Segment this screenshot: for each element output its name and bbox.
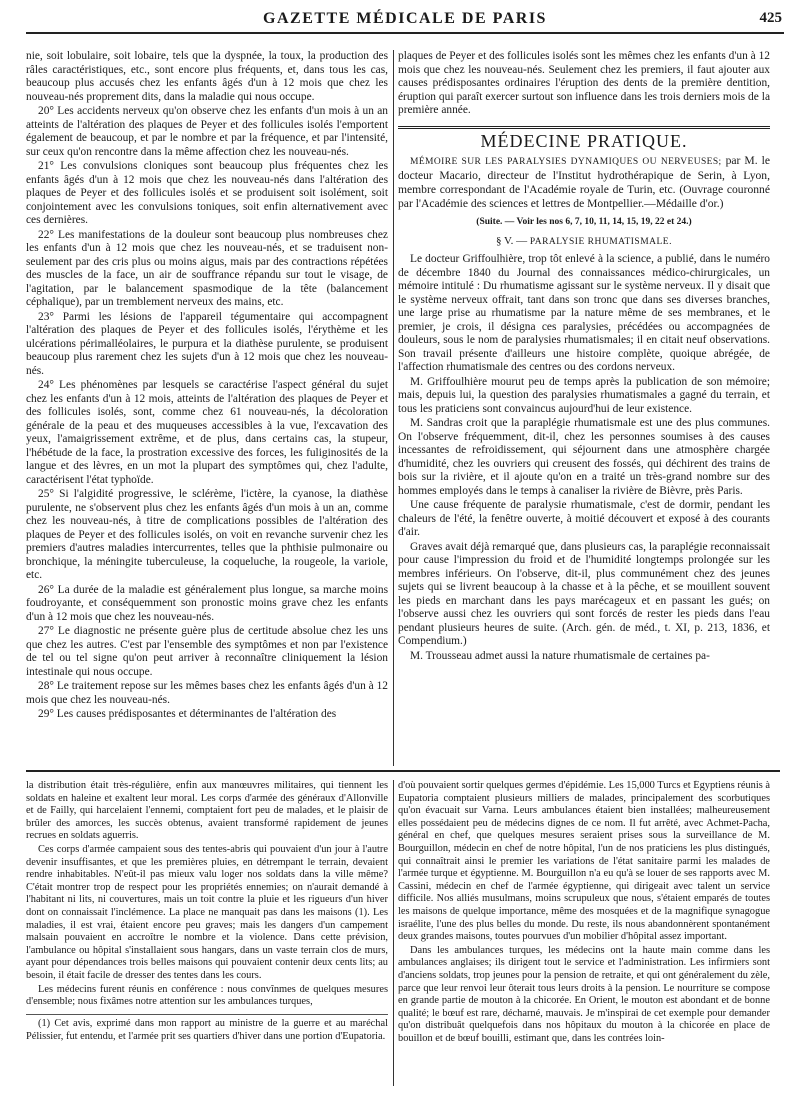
horizontal-divider bbox=[26, 770, 780, 772]
paragraph: 21° Les convulsions cloniques sont beaucoup plus fréquentes chez les enfants âgés d'un à 12 mois que chez les nouveau-nés dans l'altération des plaques de Peyer et des follicules isolés et se produisent soit isolément, soit conjointement avec les convulsions toniques, soit enfin alternativement avec ces dernières. bbox=[26, 160, 388, 226]
memoire-caps: MÉMOIRE SUR LES PARALYSIES DYNAMIQUES OU NERVEUSES; bbox=[410, 157, 722, 167]
paragraph: 25° Si l'algidité progressive, le sclérème, l'ictère, la cyanose, la diathèse purulente, ne s'observent plus chez les enfants âgés d'un mois à un an, comme chez les nouveau-nés, à titre de complications possibles de l'altération des plaques de Peyer et des follicules isolés, on voit en revanche survenir chez les premiers d'autres maladies intercurrentes, telles que la phthisie pulmonaire ou bronchique, la méningite tuberculeuse, la coqueluche, la rougeole, la variole, etc. bbox=[26, 488, 388, 581]
page-number: 425 bbox=[759, 10, 782, 26]
bottom-right-column bbox=[398, 780, 770, 1090]
paragraph: 26° La durée de la maladie est généralement plus longue, sa marche moins foudroyante, et conséquemment son pronostic moins grave chez les enfants d'un à 12 mois que chez les nouveau-nés. bbox=[26, 583, 388, 623]
footnote-rule bbox=[26, 1014, 388, 1015]
paragraph: Les médecins furent réunis en conférence : nous convînmes de quelques mesures d'ensemble; nous fixâmes notre attention sur les ambulances turques, bbox=[26, 983, 388, 1008]
paragraph: Ces corps d'armée campaient sous des tentes-abris qui pouvaient d'un jour à l'autre devenir insuffisantes, et que les premières pluies, en détrempant le terrain, devaient rendre inhabitables. N'eût-il pas mieux valu loger nos soldats dans la ville même? C'était montrer trop de respect pour les propriétés ennemies; on n'aurait demandé à l'habitant ni lits, ni couvertures, mais un toit contre la pluie et les rigueurs d'un hiver dont on connaissait l'inclémence. La place ne manquait pas dans les maisons (1). Les maladies, il est vrai, étaient encore peu graves; mais les dangers d'un campement malsain pouvaient en accroître le nombre et la violence. Dans cette prévision, l'ambulance ou hôpital s'installaient sous hangars, dans un vaste terrain clos de murs, ayant pour dépendances trois belles maisons qui pouvaient contenir deux cents lits; au besoin, il était facile de dresser des tentes dans les cours. bbox=[26, 843, 388, 981]
subsection-title: PARALYSIE RHUMATISMALE. bbox=[529, 236, 672, 247]
paragraph: 22° Les manifestations de la douleur sont beaucoup plus nombreuses chez les enfants d'un à 12 mois que chez les nouveau-nés, et se traduisent non-seulement par des cris plus ou moins aigus, mais par des contractions répétées des muscles de la face, un air de souffrance répandu sur tout le visage, de l'agitation, par le balancement spasmodique de la tête (balancement céphalique), par un tremblement nerveux des mains, etc. bbox=[26, 228, 388, 308]
section-title: MÉDECINE PRATIQUE. bbox=[480, 130, 688, 151]
paragraph: 20° Les accidents nerveux qu'on observe chez les enfants d'un mois à un an atteints de l'altération des plaques de Peyer et des follicules isolés l'emportent également de beaucoup, et par le nombre et par la fréquence, et par l'intensité, sur ceux qu'on rencontre dans la même affection chez les nouveau-nés. bbox=[26, 105, 388, 158]
column-divider bbox=[393, 780, 394, 1086]
top-right-column bbox=[398, 50, 770, 768]
paragraph: Le docteur Griffoulhière, trop tôt enlevé à la science, a publié, dans le numéro de décembre 1840 du Journal des connaissances médico-chirurgicales, un mémoire intitulé : Du rhumatisme agissant sur le système nerveux. Il y disait que le système nerveux offrait, tant dans son tronc que dans ses diverses branches, une large prise au rhumatisme par la nature même de ses membranes, et le premier, je crois, il désigna ces paralysies, précédées ou accompagnées de douleurs, sous le nom de paralysies rhumatismales; il en citait neuf observations. Son travail présente d'ailleurs une histoire complète, quoique abrégée, de l'affection rhumatismale des centres ou des cordons nerveux. bbox=[398, 253, 770, 373]
paragraph: 23° Parmi les lésions de l'appareil tégumentaire qui accompagnent l'altération des plaques de Peyer et des follicules isolés, l'érythème et les ulcérations périmalléolaires, le purpura et la diathèse purulente, se produisent beaucoup plus rarement chez les sujets d'un à 12 mois que chez les nouveau-nés. bbox=[26, 310, 388, 377]
section-divider bbox=[398, 126, 770, 129]
paragraph: M. Trousseau admet aussi la nature rhumatismale de certaines pa- bbox=[410, 649, 710, 662]
top-left-column bbox=[26, 50, 388, 768]
paragraph: 27° Le diagnostic ne présente guère plus de certitude absolue chez les uns que chez les autres. C'est par l'ensemble des symptômes et non par l'existence de tel ou tel signe qu'on peut arriver à reconnaître cliniquement la lésion intestinale qui nous occupe. bbox=[26, 625, 388, 678]
paragraph: nie, soit lobulaire, soit lobaire, tels que la dyspnée, la toux, la production des râles caractéristiques, etc., sont encore plus fréquents, et, dans tous les cas, beaucoup plus accusés chez les enfants âgés d'un à 12 mois que chez les nouveau-nés proprement dits, dans la maladie qui nous occupe. bbox=[26, 50, 388, 103]
bottom-left-column bbox=[26, 780, 388, 1010]
column-divider bbox=[393, 50, 394, 766]
paragraph: 29° Les causes prédisposantes et déterminantes de l'altération des bbox=[38, 708, 337, 720]
subsection-heading bbox=[398, 235, 770, 250]
paragraph: Une cause fréquente de paralysie rhumatismale, c'est de dormir, pendant les chaleurs de l'été, la fenêtre ouverte, à moitié découvert et exposé à des courants d'air. bbox=[398, 499, 770, 538]
subsection-number: § V. — bbox=[496, 234, 528, 247]
journal-title: GAZETTE MÉDICALE DE PARIS bbox=[263, 10, 547, 27]
paragraph: Dans les ambulances turques, les médecins ont la haute main comme dans les ambulances anglaises; ils dirigent tout le service et l'administration. Les infirmiers sont d'anciens soldats, trop jeunes pour la pension de retraite, et qui ont généralement du zèle, parce que leur renvoi leur ôterait tous leurs droits à la pension. Le nourriture se compose en grande partie de mouton à la chicorée. En Orient, le mouton est abondant et de bonne qualité; le bœuf est rare, décharné, mauvais. Je m'inspirai de cet exemple pour demander qu'on distribuât quelquefois dans nos hôpitaux du mouton à la chicorée en place de bouillon et de bœuf bouilli, estimant que, dans les contrées loin- bbox=[398, 944, 770, 1044]
memoire-author: par M. le docteur Macario, directeur de l'Institut hydrothérapique de Serin, à Lyon, membre correspondant de l'Académie royale de Turin, etc. (Ouvrage couronné par l'Académie des sciences et lettres de Montpellier.—Médaille d'or.) bbox=[398, 154, 770, 210]
suite-note: (Suite. — Voir les nos 6, 7, 10, 11, 14, 15, 19, 22 et 24.) bbox=[476, 217, 692, 227]
paragraph: la distribution était très-régulière, enfin aux manœuvres militaires, qui tiennent les soldats en haleine et exaltent leur moral. Les corps d'armée des généraux d'Allonville et de Failly, qui harcelaient l'ennemi, comptaient fort peu de malades, et le plaisir de brûler des amorces, les succès obtenus, avaient transformé rapidement de jeunes recrues en soldats aguerris. bbox=[26, 780, 388, 842]
paragraph: 24° Les phénomènes par lesquels se caractérise l'aspect général du sujet chez les enfants d'un à 12 mois, atteints de l'altération des plaques de Peyer et des follicules isolés, sont, comme chez 61 nouveau-nés, la décoloration générale de la peau et des muqueuses accessibles à la vue, l'excavation des yeux, l'amaigrissement extrême, et de plus, dans certains cas, la stupeur, l'hébétude de la face, la prostration excessive des forces, les fuliginosités de la langue et des lèvres, en un mot la plupart des symptômes qui, chez l'adulte, caractérisent l'état typhoïde. bbox=[26, 379, 388, 486]
paragraph: M. Griffoulhière mourut peu de temps après la publication de son mémoire; mais, depuis lui, la question des paralysies rhumatismales a gagné du terrain, et tous les praticiens sont convaincus aujourd'hui de leur existence. bbox=[398, 375, 770, 415]
footnote-text: (1) Cet avis, exprimé dans mon rapport au ministre de la guerre et au maréchal Pélissier, fut entendu, et l'armée prit ses quartiers d'hiver dans une portion d'Eupatoria. bbox=[26, 1018, 388, 1042]
footnote bbox=[26, 1018, 388, 1043]
page-header bbox=[26, 6, 784, 34]
paragraph: M. Sandras croit que la paraplégie rhumatismale est une des plus communes. On l'observe fréquemment, dit-il, chez les personnes soumises à des causes incessantes de refroidissement, qui séjournent dans une atmosphère chargée d'humidité, chez les ouvriers qui creusent des fossés, qui déchirent des trains de bois sur la rivière, et il ajoute qu'on en a traité un très-grand nombre sur des hommes employés dans le temps à canaliser la rivière de Bièvre, près Paris. bbox=[398, 417, 770, 497]
paragraph: plaques de Peyer et des follicules isolés sont les mêmes chez les enfants d'un à 12 mois que chez les nouveau-nés. Seulement chez les premiers, il faut ajouter aux causes prédisposantes ordinaires l'éruption des dents de la première dentition, éruption qui paraît exercer surtout son influence dans les trois derniers mois de la première année. bbox=[398, 50, 770, 116]
memoire-heading bbox=[398, 154, 770, 211]
paragraph: Graves avait déjà remarqué que, dans plusieurs cas, la paraplégie reconnaissait pour cause l'impression du froid et de l'humidité longtemps prolongée sur les membres inférieurs. On l'observe, dit-il, plus communément chez des jeunes sujets qui se livrent beaucoup à la chasse et à la pêche, et se mouillent souvent les pieds en marchant dans les pays marécageux et en passant les gués; on l'observe aussi chez les ouvriers qui sont forcés de rester les pieds dans l'eau pendant plusieurs heures de suite. (Arch. gén. de méd., t. XI, p. 213, 1836, et Compendium.) bbox=[398, 540, 770, 647]
paragraph: d'où pouvaient sortir quelques germes d'épidémie. Les 15,000 Turcs et Égyptiens réunis à Eupatoria comptaient plusieurs milliers de malades, principalement des scorbutiques qu'on évacuait sur Varna. Leurs ambulances étaient bien installées; malheureusement elles possédaient peu de médecins dignes de ce nom. Il fut arrêté, avec Achmet-Pacha, général en chef, que quelques mesures seraient prises sous la surveillance de M. Bourguillon, médecin en chef de notre hôpital, l'un de nos praticiens les plus distingués, qui connaîtrait ainsi le premier les variations de l'état sanitaire parmi les malades de l'armée turque et égyptienne. M. Bourguillon n'a eu qu'à se louer de ses rapports avec M. Cassini, médecin en chef de l'armée égyptienne, qui dirigeait avec talent un service difficile. Nos alliés musulmans, moins scrupuleux que nous, s'étaient emparés de toutes les maisons de quelque importance, même des mosquées et de la magnifique synagogue israélite, l'une des plus belles du monde. Du reste, ils nous abandonnèrent spontanément deux grandes maisons, toutes pourvues d'un mobilier d'hôpital assez important. bbox=[398, 780, 770, 943]
paragraph: 28° Le traitement repose sur les mêmes bases chez les enfants âgés d'un à 12 mois que chez les nouveau-nés. bbox=[26, 680, 388, 706]
